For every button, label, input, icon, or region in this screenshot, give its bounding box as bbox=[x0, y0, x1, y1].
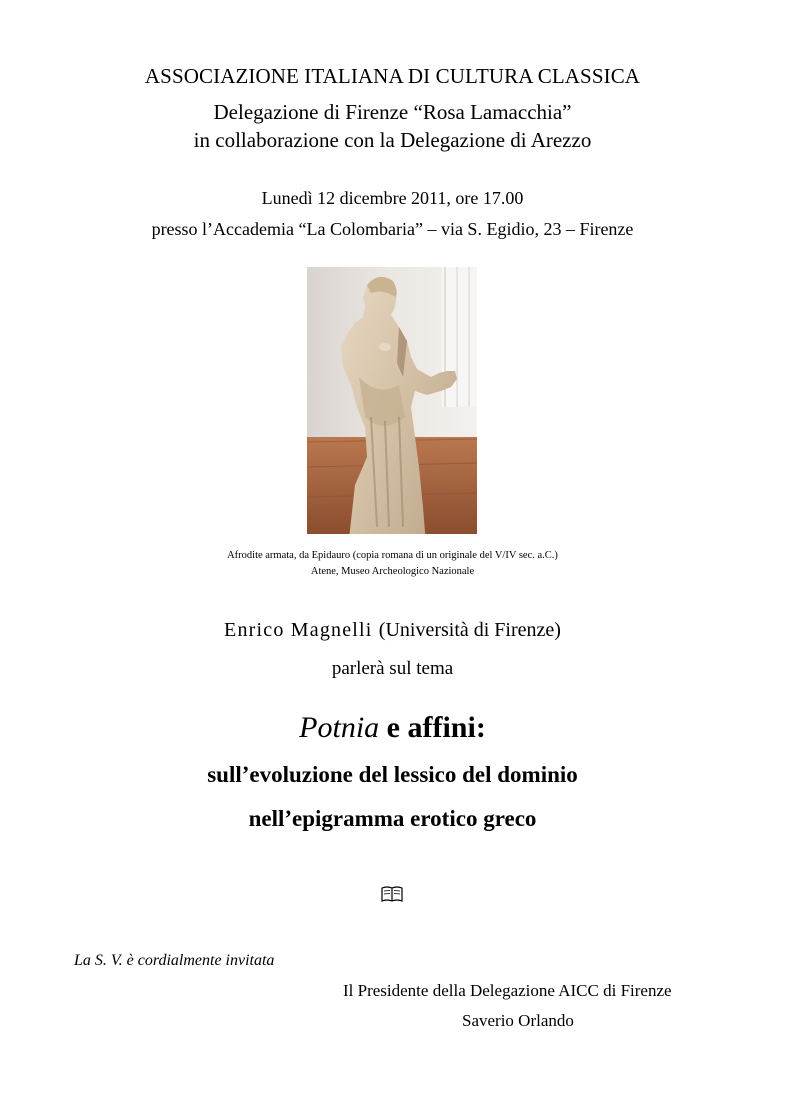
speaker-line bbox=[0, 619, 785, 642]
talk-title-rest: e affini: bbox=[379, 711, 486, 744]
talk-title-italic: Potnia bbox=[299, 711, 380, 744]
image-caption-line2: Atene, Museo Archeologico Nazionale bbox=[310, 566, 475, 577]
delegation-name: Delegazione di Firenze “Rosa Lamacchia” bbox=[213, 100, 572, 124]
association-name: ASSOCIAZIONE ITALIANA DI CULTURA CLASSICA bbox=[144, 64, 641, 88]
president-title: Il Presidente della Delegazione AICC di Firenze bbox=[343, 981, 672, 1000]
talk-subtitle-1: sull’evoluzione del lessico del dominio bbox=[207, 762, 578, 787]
event-venue: presso l’Accademia “La Colombaria” – via S. Egidio, 23 – Firenze bbox=[151, 219, 634, 239]
statue-photo bbox=[307, 267, 477, 534]
event-date: Lunedì 12 dicembre 2011, ore 17.00 bbox=[261, 188, 524, 208]
collaboration-line: in collaborazione con la Delegazione di Arezzo bbox=[193, 128, 592, 152]
speaker-name: Enrico Magnelli bbox=[224, 619, 373, 641]
speaker-affiliation: (Università di Firenze) bbox=[378, 619, 561, 641]
president-name: Saverio Orlando bbox=[462, 1011, 574, 1030]
speaker-intro: parlerà sul tema bbox=[331, 658, 454, 679]
talk-subtitle-2: nell’epigramma erotico greco bbox=[248, 806, 537, 831]
image-caption-line1: Afrodite armata, da Epidauro (copia romana di un originale del V/IV sec. a.C.) bbox=[227, 550, 558, 561]
invitation-text: La S. V. è cordialmente invitata bbox=[74, 952, 275, 969]
open-book-icon bbox=[381, 885, 403, 903]
talk-title bbox=[0, 711, 785, 745]
